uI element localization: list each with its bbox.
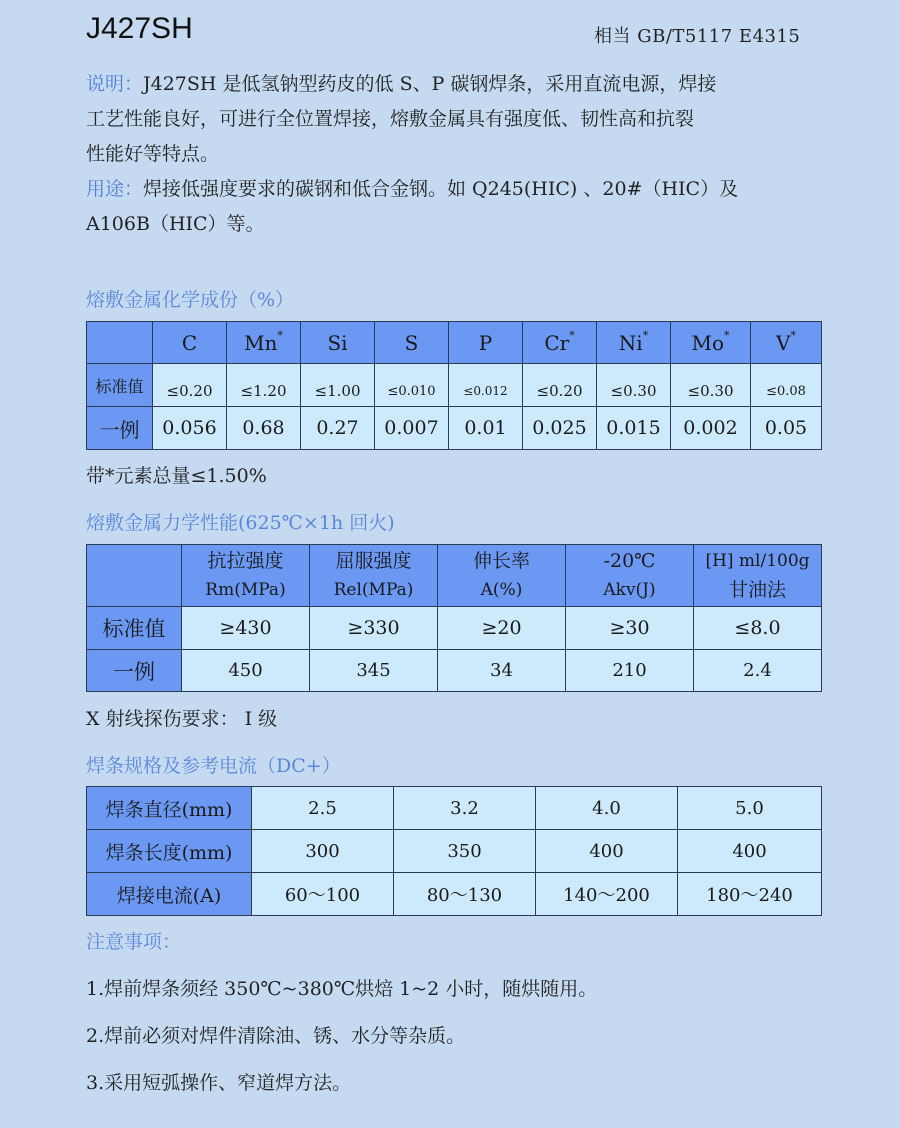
mechanical-header-row xyxy=(87,545,822,607)
row-label: 焊接电流(A) xyxy=(87,873,252,916)
value-cell: ≥330 xyxy=(310,607,438,650)
value-cell: 350 xyxy=(394,830,536,873)
value-cell: 2.5 xyxy=(252,787,394,830)
element-Cr: Cr* xyxy=(523,322,597,364)
value-cell: 0.05 xyxy=(751,407,822,450)
usage-label: 用途： xyxy=(86,178,144,200)
note-item: 3.采用短弧操作、窄道焊方法。 xyxy=(86,1072,352,1094)
value-cell: ≥430 xyxy=(182,607,310,650)
description-paragraph xyxy=(86,67,821,172)
value-cell: 80～130 xyxy=(394,873,536,916)
note-item: 1.焊前焊条须经 350℃~380℃烘焙 1~2 小时，随烘随用。 xyxy=(86,978,598,1000)
mechanical-example-row xyxy=(87,650,822,692)
value-cell: 0.056 xyxy=(153,407,227,450)
value-cell: 450 xyxy=(182,650,310,692)
chemistry-header-row xyxy=(87,322,822,364)
description-line: 工艺性能良好，可进行全位置焊接，熔敷金属具有强度低、韧性高和抗裂 xyxy=(86,108,695,130)
value-cell: 5.0 xyxy=(678,787,822,830)
value-cell: 300 xyxy=(252,830,394,873)
header-yield: 屈服强度 Rel(MPa) xyxy=(310,545,438,607)
chemistry-footnote: 带*元素总量≤1.50% xyxy=(86,465,267,487)
value-cell: ≥20 xyxy=(438,607,566,650)
element-V: V* xyxy=(751,322,822,364)
xray-requirement: X 射线探伤要求： I 级 xyxy=(86,708,278,730)
value-cell: ≤0.30 xyxy=(671,364,751,407)
row-label: 标准值 xyxy=(87,364,153,407)
row-label: 标准值 xyxy=(87,607,182,650)
value-cell: 140～200 xyxy=(536,873,678,916)
row-label: 焊条长度(mm) xyxy=(87,830,252,873)
chemistry-table xyxy=(86,321,822,450)
specs-table xyxy=(86,786,822,916)
header-elongation: 伸长率 A(%) xyxy=(438,545,566,607)
chemistry-title: 熔敷金属化学成份（%） xyxy=(86,289,295,311)
specs-diameter-row xyxy=(87,787,822,830)
value-cell: ≥30 xyxy=(566,607,694,650)
value-cell: ≤0.012 xyxy=(449,364,523,407)
notes-title: 注意事项： xyxy=(86,931,182,953)
description-line: J427SH 是低氢钠型药皮的低 S、P 碳钢焊条，采用直流电源，焊接 xyxy=(143,73,717,95)
mechanical-table xyxy=(86,544,822,692)
element-Si: Si xyxy=(301,322,375,364)
value-cell: ≤0.08 xyxy=(751,364,822,407)
element-Ni: Ni* xyxy=(597,322,671,364)
value-cell: ≤1.20 xyxy=(227,364,301,407)
value-cell: 3.2 xyxy=(394,787,536,830)
value-cell: ≤1.00 xyxy=(301,364,375,407)
standard-equivalent: 相当 GB/T5117 E4315 xyxy=(594,26,801,47)
header-hydrogen: [H] ml/100g 甘油法 xyxy=(694,545,822,607)
row-label: 焊条直径(mm) xyxy=(87,787,252,830)
specs-current-row xyxy=(87,873,822,916)
description-label: 说明： xyxy=(86,73,144,95)
row-label: 一例 xyxy=(87,650,182,692)
usage-line: A106B（HIC）等。 xyxy=(86,213,265,235)
usage-line: 焊接低强度要求的碳钢和低合金钢。如 Q245(HIC) 、20#（HIC）及 xyxy=(143,178,739,200)
note-item: 2.焊前必须对焊件清除油、锈、水分等杂质。 xyxy=(86,1025,466,1047)
element-S: S xyxy=(375,322,449,364)
header-tensile: 抗拉强度 Rm(MPa) xyxy=(182,545,310,607)
value-cell: 180～240 xyxy=(678,873,822,916)
value-cell: ≤0.30 xyxy=(597,364,671,407)
value-cell: 0.68 xyxy=(227,407,301,450)
value-cell: 210 xyxy=(566,650,694,692)
value-cell: 0.002 xyxy=(671,407,751,450)
value-cell: 345 xyxy=(310,650,438,692)
usage-paragraph xyxy=(86,172,821,242)
value-cell: ≤0.010 xyxy=(375,364,449,407)
corner-cell xyxy=(87,322,153,364)
value-cell: 0.015 xyxy=(597,407,671,450)
chemistry-standard-row xyxy=(87,364,822,407)
value-cell: 0.01 xyxy=(449,407,523,450)
product-title: J427SH xyxy=(86,12,193,45)
value-cell: ≤0.20 xyxy=(523,364,597,407)
corner-cell xyxy=(87,545,182,607)
element-Mn: Mn* xyxy=(227,322,301,364)
element-C: C xyxy=(153,322,227,364)
value-cell: 34 xyxy=(438,650,566,692)
value-cell: 4.0 xyxy=(536,787,678,830)
value-cell: 2.4 xyxy=(694,650,822,692)
element-P: P xyxy=(449,322,523,364)
mechanical-title: 熔敷金属力学性能(625℃×1h 回火) xyxy=(86,512,395,534)
mechanical-standard-row xyxy=(87,607,822,650)
value-cell: 60～100 xyxy=(252,873,394,916)
value-cell: 0.007 xyxy=(375,407,449,450)
element-Mo: Mo* xyxy=(671,322,751,364)
value-cell: 400 xyxy=(678,830,822,873)
specs-title: 焊条规格及参考电流（DC+） xyxy=(86,755,341,777)
value-cell: 0.025 xyxy=(523,407,597,450)
value-cell: ≤8.0 xyxy=(694,607,822,650)
row-label: 一例 xyxy=(87,407,153,450)
chemistry-example-row xyxy=(87,407,822,450)
header-impact: -20℃ Akv(J) xyxy=(566,545,694,607)
description-line: 性能好等特点。 xyxy=(86,143,220,165)
value-cell: 400 xyxy=(536,830,678,873)
value-cell: ≤0.20 xyxy=(153,364,227,407)
specs-length-row xyxy=(87,830,822,873)
value-cell: 0.27 xyxy=(301,407,375,450)
